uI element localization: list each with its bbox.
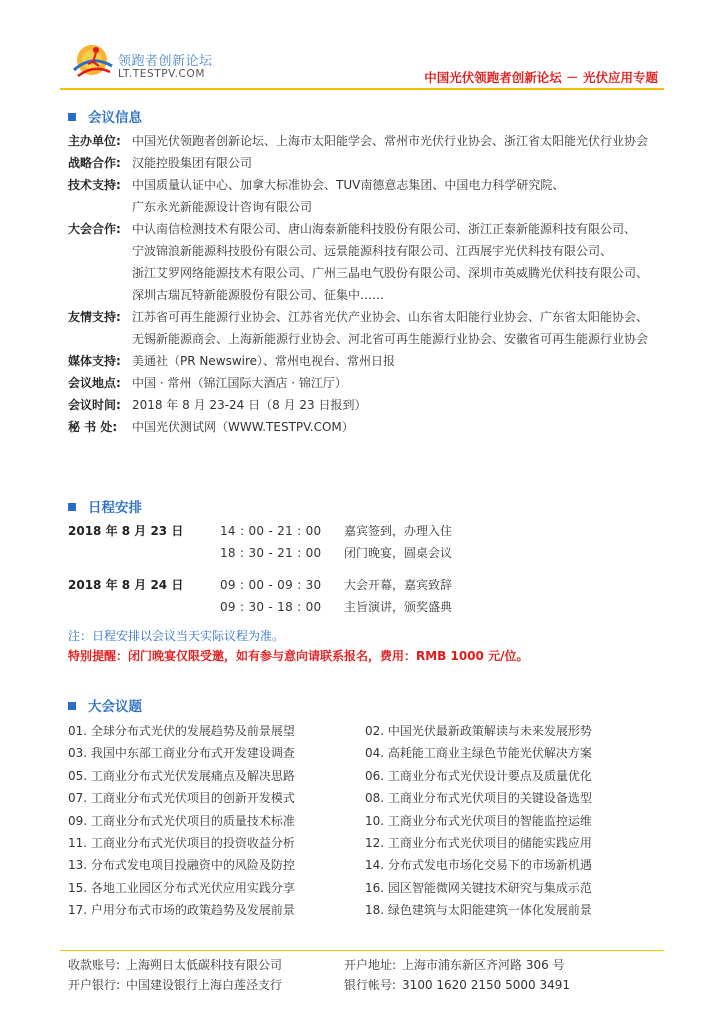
schedule-date: 2018 年 8 月 23 日 [68,524,184,538]
info-value [132,350,668,372]
info-row [68,372,668,394]
schedule-time: 18 : 30 - 21 : 00 [220,546,322,560]
info-value-line: 中国 · 常州（锦江国际大酒店 · 锦江厅） [132,376,347,390]
info-row [68,306,668,350]
footer-divider [60,950,664,951]
topic-item: 08. 工商业分布式光伏项目的关键设备选型 [365,791,592,806]
topic-item: 02. 中国光伏最新政策解读与未来发展形势 [365,724,592,738]
special-reminder: 特别提醒：闭门晚宴仅限受邀，如有参与意向请联系报名，费用：RMB 1000 元/位。 [68,649,529,663]
info-value [132,416,668,438]
section-title: 会议信息 [88,110,142,126]
logo-text-en: LT.TESTPV.COM [118,68,205,80]
info-label: 主办单位: [68,134,121,148]
schedule-row [68,596,668,618]
info-value [132,130,668,152]
info-value-line: 中国光伏领跑者创新论坛、上海市太阳能学会、常州市光伏行业协会、浙江省太阳能光伏行业协会 [132,134,649,148]
footer-label: 收款账号: [68,958,121,972]
schedule-row [68,574,668,596]
header-divider [60,88,664,90]
footer-item [68,975,344,995]
topic-item: 05. 工商业分布式光伏发展痛点及解决思路 [68,768,295,783]
topic-item: 17. 户用分布式市场的政策趋势及发展前景 [68,903,295,918]
footer-value: 上海市浦东新区齐河路 306 号 [402,958,565,972]
topic-item: 09. 工商业分布式光伏项目的质量技术标准 [68,813,295,828]
schedule-description: 主旨演讲，颁奖盛典 [344,600,453,614]
info-value-line: 无锡新能源商会、上海新能源行业协会、河北省可再生能源行业协会、安徽省可再生能源行业协会 [132,332,649,346]
info-value-line: 广东永光新能源设计咨询有限公司 [132,200,313,214]
info-value [132,174,668,218]
schedule-gap [68,564,668,574]
header-title: 中国光伏领跑者创新论坛 － 光伏应用专题 [424,70,658,85]
schedule-description: 大会开幕，嘉宾致辞 [344,578,453,592]
info-label: 会议地点: [68,376,121,390]
info-value-line: 汉能控股集团有限公司 [132,156,253,170]
page-header [0,0,724,92]
info-label: 媒体支持: [68,354,121,368]
topic-item: 16. 园区智能微网关键技术研究与集成示范 [365,880,592,895]
info-value-line: 中国质量认证中心、加拿大标准协会、TUV南德意志集团、中国电力科学研究院、 [132,178,565,192]
topic-item: 13. 分布式发电项目投融资中的风险及防控 [68,858,295,873]
info-value-line: 2018 年 8 月 23-24 日（8 月 23 日报到） [132,398,367,412]
footer-label: 开户地址: [344,958,397,972]
section-heading-info [68,106,142,126]
schedule-date [68,542,220,564]
section-heading-schedule [68,496,142,516]
info-row [68,350,668,372]
info-value [132,394,668,416]
topic-list [68,720,668,922]
info-label: 大会合作: [68,222,121,236]
info-value-line: 宁波锦浪新能源科技股份有限公司、远景能源科技有限公司、江西展宇光伏科技有限公司、 [132,244,613,258]
topic-item: 15. 各地工业园区分布式光伏应用实践分享 [68,880,295,895]
logo-text-cn: 领跑者创新论坛 [118,54,213,69]
schedule-time: 14 : 00 - 21 : 00 [220,524,322,538]
schedule-time: 09 : 30 - 18 : 00 [220,600,322,614]
topic-item: 14. 分布式发电市场化交易下的市场新机遇 [365,858,592,873]
section-title: 大会议题 [88,699,142,715]
footer-item [344,975,668,995]
topic-item: 01. 全球分布式光伏的发展趋势及前景展望 [68,724,295,738]
sun-runner-logo-icon [66,40,118,84]
info-row [68,152,668,174]
info-label: 技术支持: [68,178,121,192]
footer-value: 上海朔日太低碳科技有限公司 [126,958,283,972]
payment-info [68,955,668,995]
info-label: 秘 书 处: [68,420,118,434]
info-row [68,218,668,306]
topic-item: 10. 工商业分布式光伏项目的智能监控运维 [365,813,592,828]
info-value [132,218,668,306]
topic-item: 06. 工商业分布式光伏设计要点及质量优化 [365,768,592,783]
info-value-line: 深圳古瑞瓦特新能源股份有限公司、征集中…… [132,288,385,302]
info-value-line: 中认南信检测技术有限公司、唐山海泰新能科技股份有限公司、浙江正泰新能源科技有限公司、 [132,222,637,236]
schedule-description: 闭门晚宴，圆桌会议 [344,546,453,560]
section-heading-topics [68,695,142,715]
footer-label: 银行帐号: [344,978,397,992]
schedule-row [68,520,668,542]
footer-item [344,955,668,975]
meeting-info [68,130,668,438]
topic-item: 12. 工商业分布式光伏项目的储能实践应用 [365,836,592,851]
schedule-time: 09 : 00 - 09 : 30 [220,578,322,592]
section-title: 日程安排 [88,500,142,516]
info-value-line: 中国光伏测试网（WWW.TESTPV.COM） [132,420,354,434]
schedule-description: 嘉宾签到，办理入住 [344,524,453,538]
schedule-table [68,520,668,618]
topic-item: 11. 工商业分布式光伏项目的投资收益分析 [68,836,295,851]
info-row [68,394,668,416]
info-value-line: 美通社（PR Newswire）、常州电视台、常州日报 [132,354,396,368]
info-value [132,152,668,174]
topic-item: 03. 我国中东部工商业分布式开发建设调查 [68,746,295,761]
schedule-note: 注：日程安排以会议当天实际议程为准。 [68,629,285,643]
square-bullet-icon [68,702,76,710]
topic-item: 04. 高耗能工商业主绿色节能光伏解决方案 [365,746,592,761]
info-label: 会议时间: [68,398,121,412]
info-value-line: 浙江艾罗网络能源技术有限公司、广州三晶电气股份有限公司、深圳市英威腾光伏科技有限公司、 [132,266,649,280]
footer-value: 3100 1620 2150 5000 3491 [402,978,570,992]
topic-item: 07. 工商业分布式光伏项目的创新开发模式 [68,791,295,806]
topic-item: 18. 绿色建筑与太阳能建筑一体化发展前景 [365,903,592,918]
info-value [132,306,668,350]
info-label: 战略合作: [68,156,121,170]
footer-item [68,955,344,975]
square-bullet-icon [68,503,76,511]
info-value-line: 江苏省可再生能源行业协会、江苏省光伏产业协会、山东省太阳能行业协会、广东省太阳能协会、 [132,310,649,324]
square-bullet-icon [68,113,76,121]
schedule-date [68,596,220,618]
info-label: 友情支持: [68,310,121,324]
info-value [132,372,668,394]
schedule-date: 2018 年 8 月 24 日 [68,578,184,592]
footer-label: 开户银行: [68,978,121,992]
schedule-row [68,542,668,564]
info-row [68,174,668,218]
info-row [68,130,668,152]
footer-value: 中国建设银行上海白莲泾支行 [126,978,283,992]
info-row [68,416,668,438]
